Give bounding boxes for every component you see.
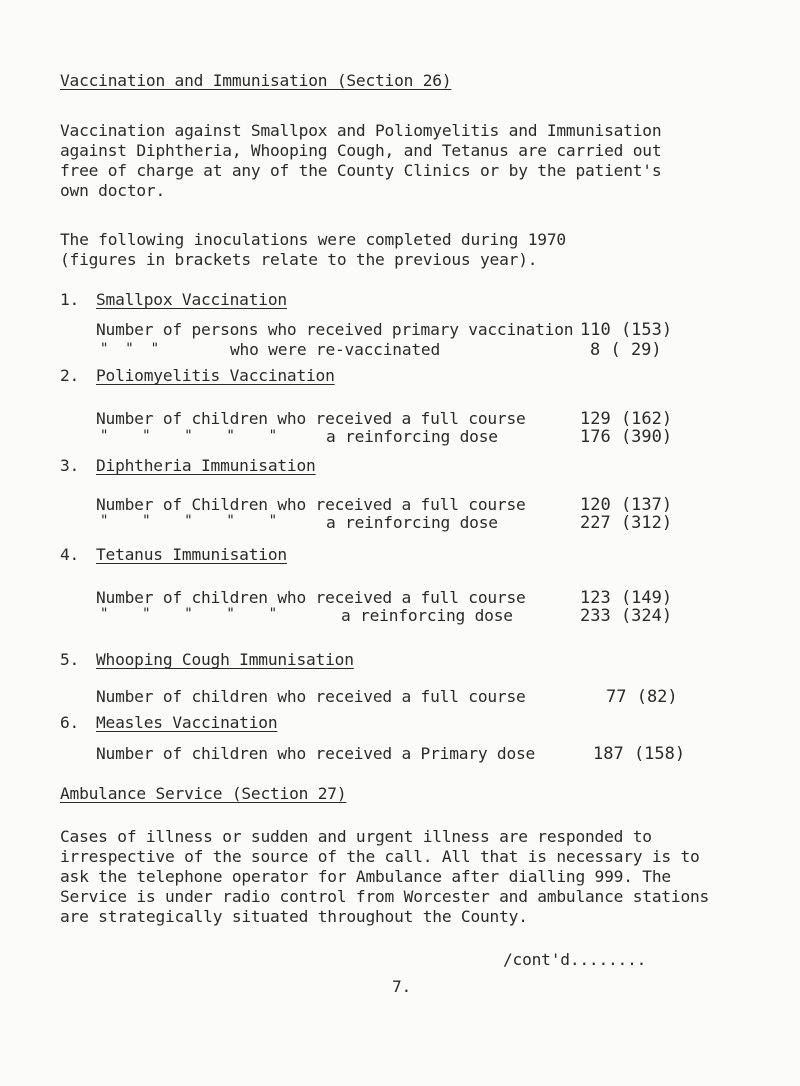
ditto-marks: " " " " " xyxy=(100,606,278,622)
row-label: a reinforcing dose xyxy=(326,427,498,446)
section-number: 2. xyxy=(60,366,80,385)
section-number: 6. xyxy=(60,713,80,732)
section-title: Smallpox Vaccination xyxy=(96,290,287,309)
row-value: 120 (137) xyxy=(580,495,673,515)
row-value: 187 (158) xyxy=(593,744,686,764)
ditto-marks: " " " " " xyxy=(100,428,278,444)
ditto-marks: " " " " " xyxy=(100,513,278,529)
paragraph-line: against Diphtheria, Whooping Cough, and Tetanus are carried out xyxy=(60,141,662,160)
ditto-marks: " " " xyxy=(100,341,160,357)
row-value: 233 (324) xyxy=(580,606,673,626)
section-number: 1. xyxy=(60,290,80,309)
paragraph-line: The following inoculations were completed during 1970 xyxy=(60,230,566,249)
page-number: 7. xyxy=(392,977,412,996)
paragraph-line: own doctor. xyxy=(60,181,166,200)
paragraph-line: ask the telephone operator for Ambulance after dialling 999. The xyxy=(60,867,671,886)
ambulance-heading: Ambulance Service (Section 27) xyxy=(60,784,347,803)
section-number: 3. xyxy=(60,456,80,475)
row-label: Number of persons who received primary vaccination xyxy=(96,320,574,339)
section-number: 5. xyxy=(60,650,80,669)
section-title: Diphtheria Immunisation xyxy=(96,456,316,475)
row-label: Number of children who received a full course xyxy=(96,588,526,607)
paragraph-line: (figures in brackets relate to the previous year). xyxy=(60,250,538,269)
paragraph-line: Service is under radio control from Worcester and ambulance stations xyxy=(60,887,710,906)
row-label: a reinforcing dose xyxy=(341,606,513,625)
section-heading: Vaccination and Immunisation (Section 26) xyxy=(60,71,452,90)
row-value: 77 (82) xyxy=(606,687,678,707)
continued-note: /cont'd........ xyxy=(503,950,647,969)
section-title: Measles Vaccination xyxy=(96,713,278,732)
row-label: who were re-vaccinated xyxy=(230,340,441,359)
section-number: 4. xyxy=(60,545,80,564)
row-label: Number of children who received a full course xyxy=(96,409,526,428)
row-value: 176 (390) xyxy=(580,427,673,447)
section-title: Poliomyelitis Vaccination xyxy=(96,366,335,385)
section-title: Whooping Cough Immunisation xyxy=(96,650,354,669)
row-value: 227 (312) xyxy=(580,513,673,533)
paragraph-line: Vaccination against Smallpox and Poliomyelitis and Immunisation xyxy=(60,121,662,140)
paragraph-line: are strategically situated throughout the County. xyxy=(60,907,528,926)
section-title: Tetanus Immunisation xyxy=(96,545,287,564)
row-label: Number of Children who received a full course xyxy=(96,495,526,514)
row-label: a reinforcing dose xyxy=(326,513,498,532)
row-value: 123 (149) xyxy=(580,588,673,608)
paragraph-line: Cases of illness or sudden and urgent illness are responded to xyxy=(60,827,652,846)
paragraph-line: irrespective of the source of the call. All that is necessary is to xyxy=(60,847,700,866)
row-value: 110 (153) xyxy=(580,320,673,340)
row-label: Number of children who received a Primary dose xyxy=(96,744,536,763)
row-value: 8 ( 29) xyxy=(590,340,662,360)
paragraph-line: free of charge at any of the County Clinics or by the patient's xyxy=(60,161,662,180)
row-label: Number of children who received a full course xyxy=(96,687,526,706)
row-value: 129 (162) xyxy=(580,409,673,429)
